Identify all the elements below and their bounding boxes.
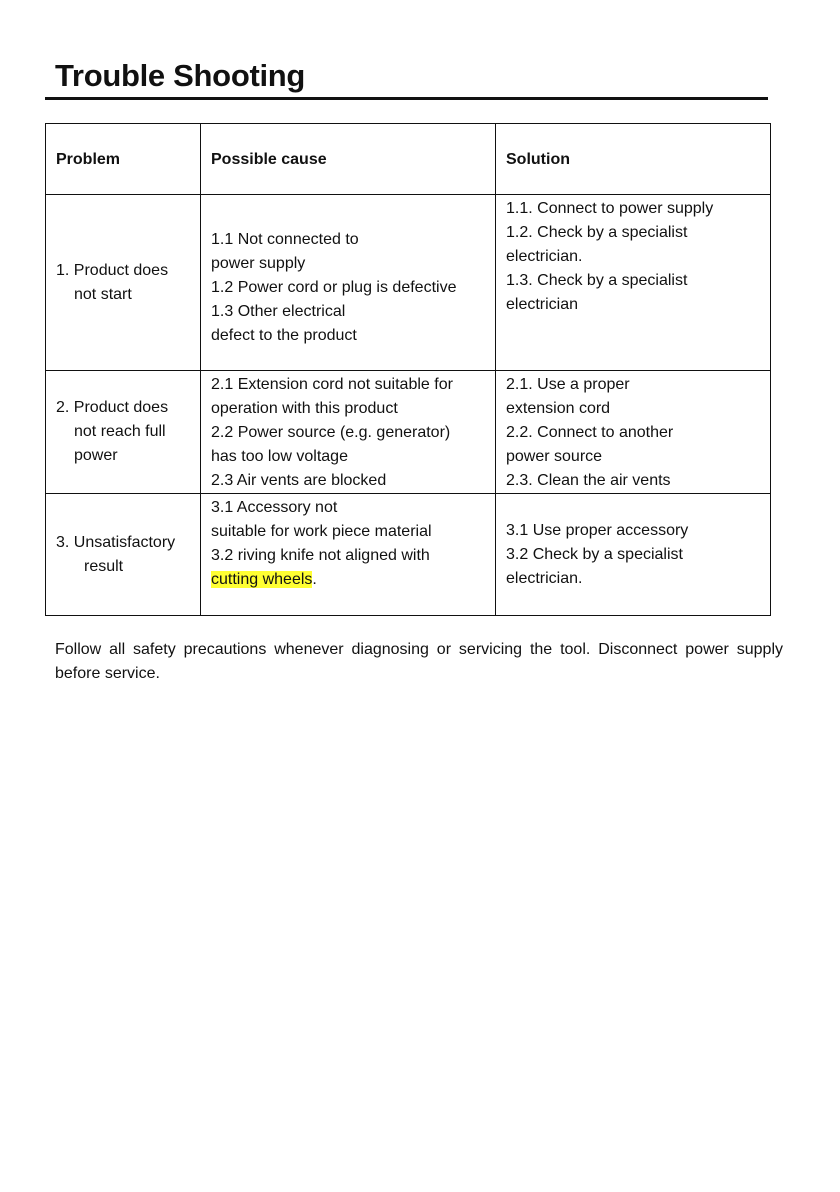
cause-line: 2.2 Power source (e.g. generator) — [211, 424, 451, 441]
solution-cell — [496, 494, 771, 616]
solution-line: 1.1. Connect to power supply — [506, 200, 714, 217]
cause-line-tail: . — [312, 571, 317, 588]
cause-line: suitable for work piece material — [211, 523, 432, 540]
solution-line: electrician — [506, 296, 579, 313]
cause-line: 2.3 Air vents are blocked — [211, 472, 387, 489]
solution-line: 2.3. Clean the air vents — [506, 472, 671, 489]
problem-line: 2. Product does — [56, 399, 169, 416]
cause-line: 1.3 Other electrical — [211, 302, 346, 320]
problem-line: 3. Unsatisfactory — [56, 533, 176, 551]
problem-cell — [46, 494, 201, 616]
cause-line: power supply — [211, 254, 306, 272]
cause-line — [211, 568, 485, 592]
solution-line: 3.1 Use proper accessory — [506, 521, 689, 539]
solution-line: electrician. — [506, 569, 583, 587]
solution-line: extension cord — [506, 400, 611, 417]
cause-cell — [201, 494, 496, 616]
solution-line: 1.3. Check by a specialist — [506, 272, 688, 289]
header-problem: Problem — [46, 124, 201, 195]
problem-line: power — [74, 447, 118, 464]
cause-line: 1.2 Power cord or plug is defective — [211, 278, 457, 296]
cause-line: 3.2 riving knife not aligned with — [211, 547, 430, 564]
solution-line: 2.2. Connect to another — [506, 424, 674, 441]
solution-cell — [496, 195, 771, 371]
problem-line: result — [84, 557, 124, 575]
cause-cell — [201, 195, 496, 371]
problem-cell — [46, 195, 201, 371]
solution-cell — [496, 371, 771, 494]
page-title: Trouble Shooting — [55, 58, 306, 93]
table-header-row — [46, 124, 771, 195]
safety-note: Follow all safety precautions whenever diagnosing or servicing the tool. Disconnect power supply before service. — [55, 641, 783, 682]
title-underline — [45, 97, 768, 100]
header-possible-cause: Possible cause — [201, 124, 496, 195]
solution-line: 1.2. Check by a specialist — [506, 224, 688, 241]
problem-line: not reach full — [74, 423, 166, 440]
cause-cell — [201, 371, 496, 494]
solution-line: 3.2 Check by a specialist — [506, 545, 683, 563]
problem-line: 1. Product does — [56, 261, 169, 279]
cause-line: defect to the product — [211, 326, 357, 344]
table-row — [46, 371, 771, 494]
cause-line: 3.1 Accessory not — [211, 499, 338, 516]
solution-line: 2.1. Use a proper — [506, 376, 630, 393]
cause-line: 2.1 Extension cord not suitable for — [211, 376, 453, 393]
problem-line: not start — [74, 285, 132, 303]
problem-cell — [46, 371, 201, 494]
troubleshooting-table — [45, 123, 771, 616]
header-solution: Solution — [496, 124, 771, 195]
cause-line: 1.1 Not connected to — [211, 230, 359, 248]
table-row — [46, 494, 771, 616]
cause-line: has too low voltage — [211, 448, 348, 465]
solution-line: power source — [506, 448, 603, 465]
solution-line: electrician. — [506, 248, 583, 265]
table-row — [46, 195, 771, 371]
cause-line: operation with this product — [211, 400, 398, 417]
highlighted-text: cutting wheels — [211, 571, 313, 588]
